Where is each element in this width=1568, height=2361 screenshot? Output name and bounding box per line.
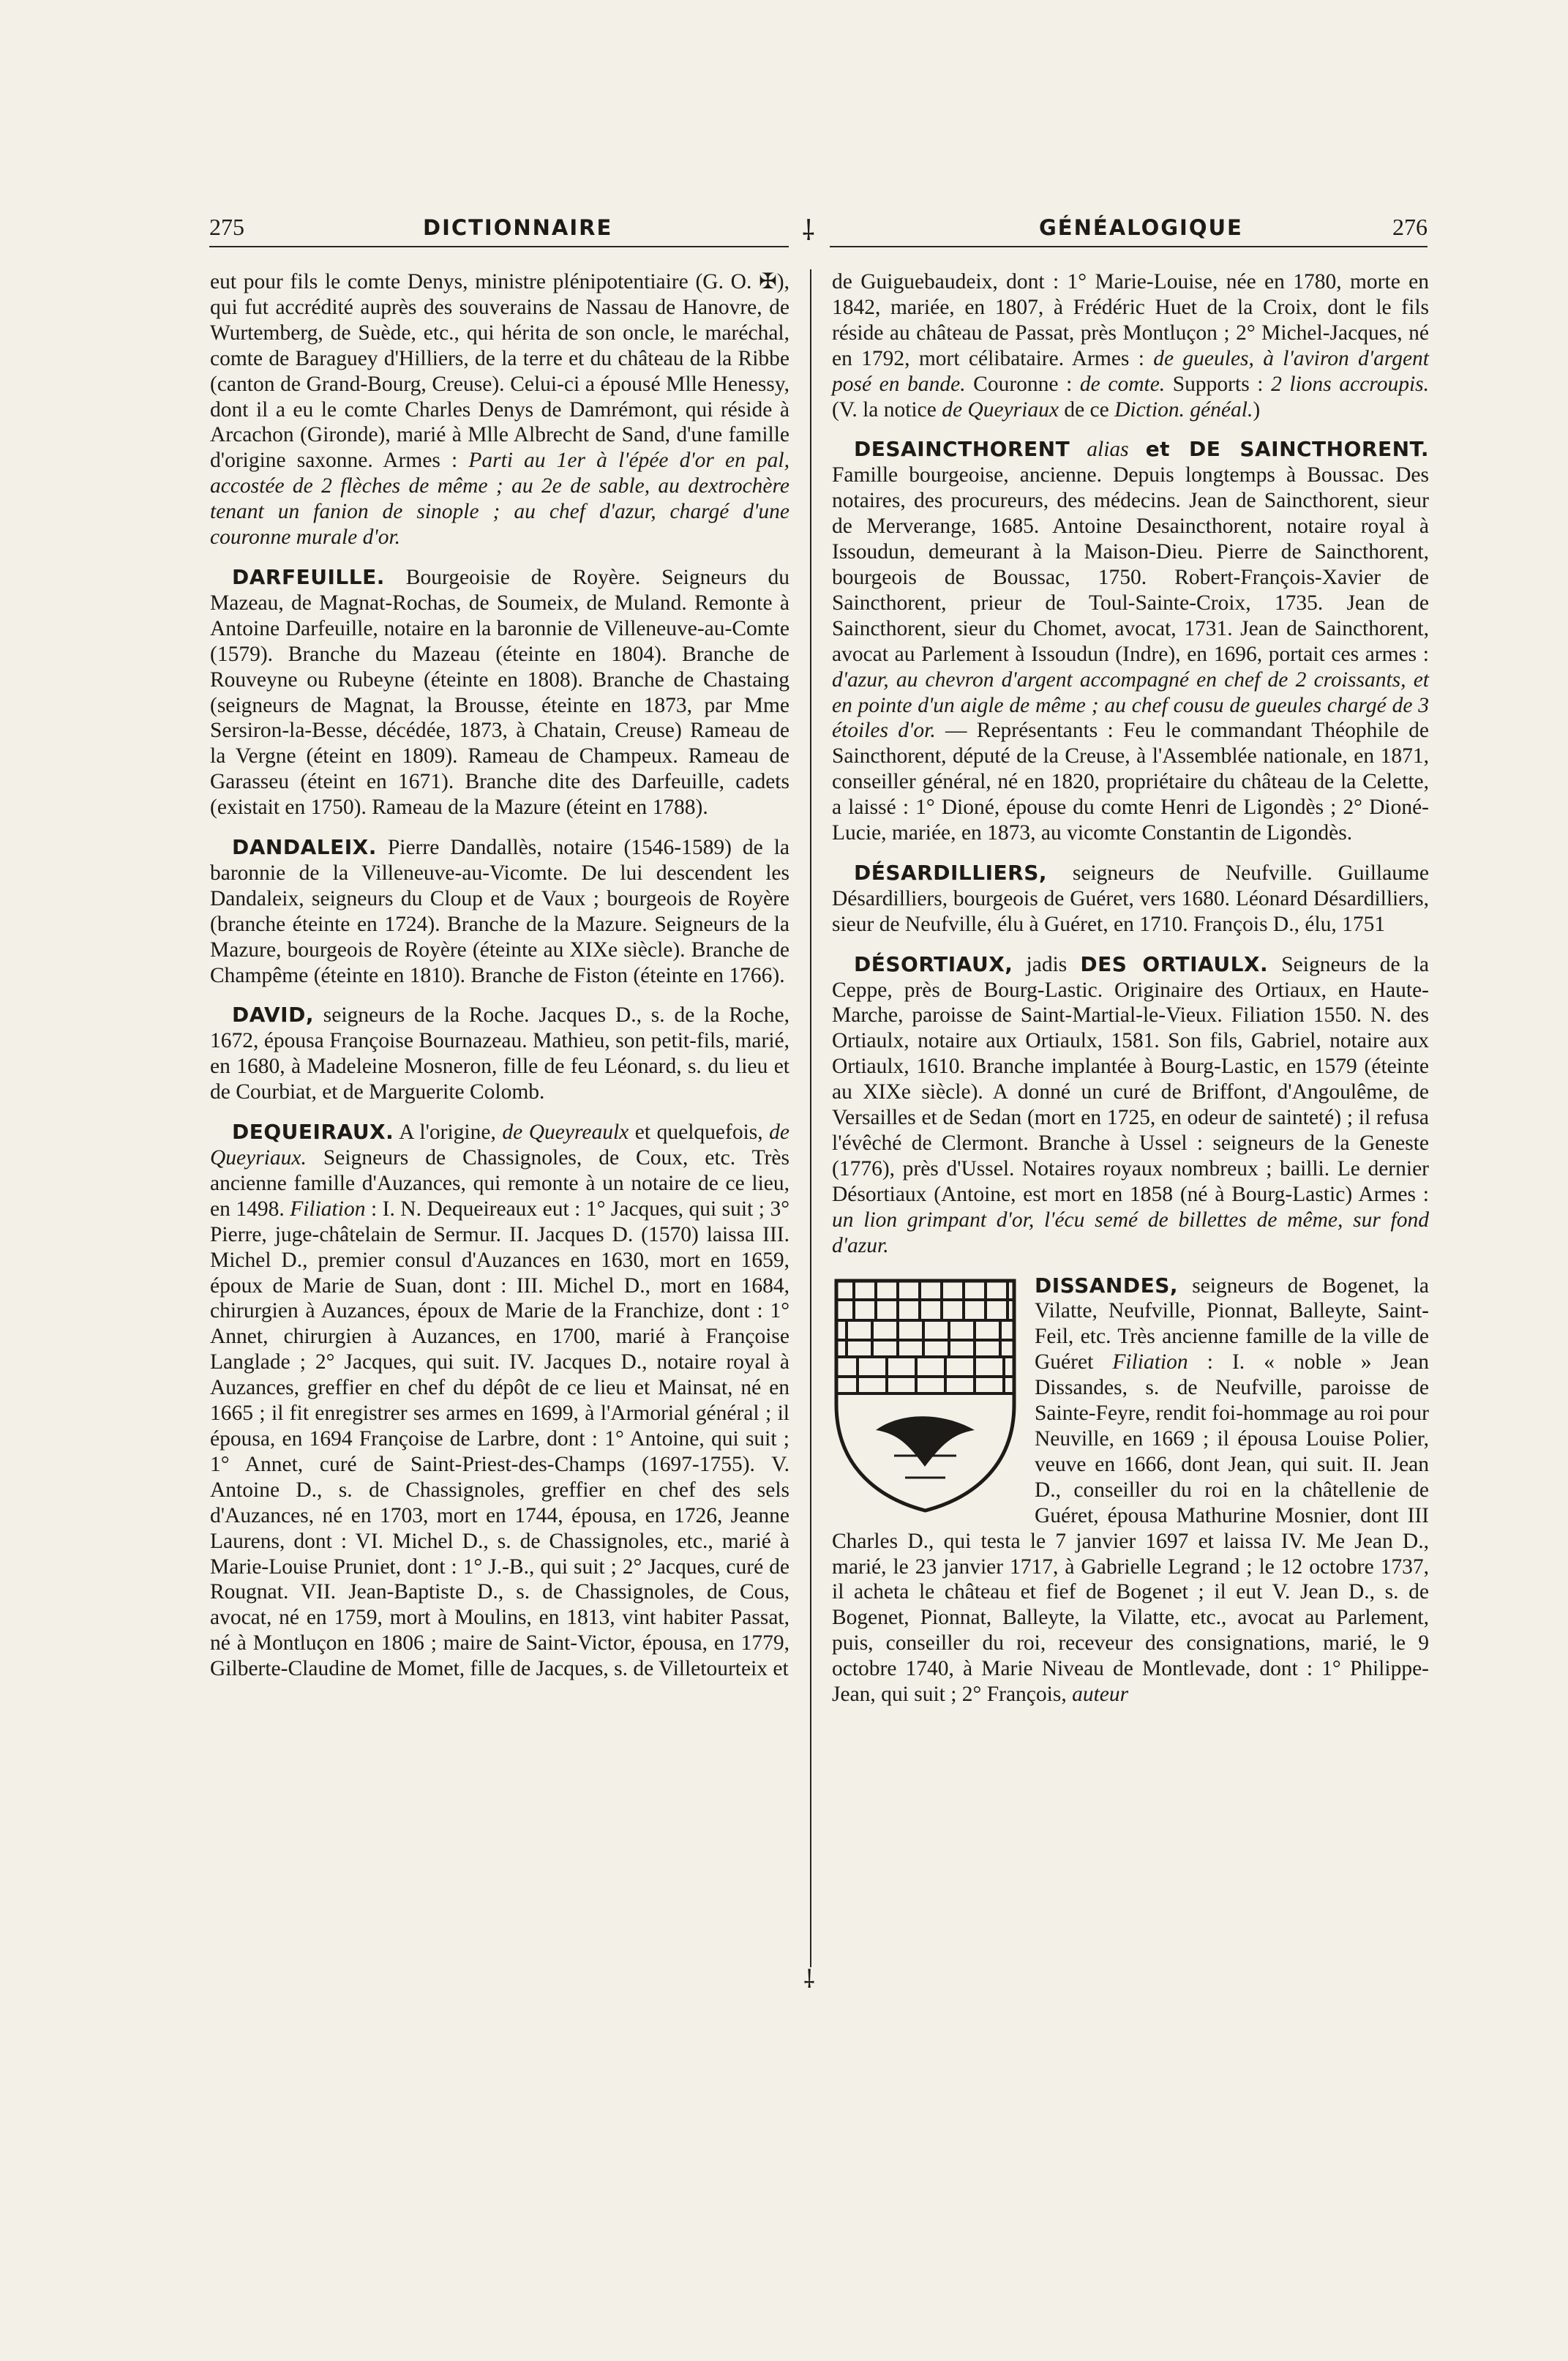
entry-headword: DAVID, [232, 1003, 314, 1028]
entry-headword: DÉSARDILLIERS, [854, 860, 1048, 885]
entry-arms: Parti au 1er à l'épée d'or en pal, accostée de 2 flèches de même ; au 2e de sable, au dextrochère tenant un fanion de sinople ; au chef d'azur, chargé d'une couronne murale d'or. [210, 449, 789, 550]
coat-of-arms-drawing [832, 1276, 1019, 1514]
entry-text: eut pour fils le comte Denys, ministre plénipotentiaire (G. O. ✠), qui fut accrédité auprès des souverains de Nassau de Hanovre, de Wurtemberg, de Suède, etc., qui hérita de son oncle, le maréchal, comte de Baraguey d'Hilliers, de la terre et du château de la Ribbe (canton de Grand-Bourg, Creuse). Celui-ci a épousé Mlle Henessy, dont il a eu le comte Charles Denys de Damrémont, qui réside à Arcachon (Gironde), marié à Mlle Albrecht de Sand, d'une famille d'origine saxonne. Armes : [210, 270, 789, 473]
right-column [832, 269, 1429, 1722]
entry-continuation [210, 269, 789, 550]
header-rule-right [830, 246, 1428, 247]
entry-arms: de gueules, à l'aviron d'argent posé en bande. [832, 346, 1430, 396]
entry-headword: DESAINCTHORENT [854, 437, 1070, 462]
page-number-left: 275 [209, 214, 244, 240]
entry-headword: DANDALEIX. [232, 835, 377, 860]
entry-headword: DISSANDES, [1035, 1273, 1179, 1298]
entry-continuation-right: de Guiguebaudeix, dont : 1° Marie-Louise, née en 1780, morte en 1842, mariée, en 1807, à Frédéric Huet de la Croix, dont le fils réside au château de Passat, près Montluçon ; 2° Michel-Jacques, né en 1792, mort célibataire. Armes : de gueules, à l'aviron d'argent posé en bande. Couronne : de comte. Supports : 2 lions accroupis. (V. la notice de Queyriaux de ce Diction. généal.) [832, 270, 1430, 422]
entry-arms: un lion grimpant d'or, l'écu semé de billettes de même, sur fond d'azur. [832, 1208, 1429, 1257]
entry-headword: DÉSORTIAUX, [854, 951, 1013, 976]
coat-of-arms-icon [832, 1276, 1019, 1514]
entry-text: Bourgeoisie de Royère. Seigneurs du Mazeau, de Magnat-Rochas, de Soumeix, de Muland. Remonte à Antoine Darfeuille, notaire en la baronnie de Villeneuve-au-Comte (1579). Branche du Mazeau (éteinte en 1804). Branche de Rouveyne ou Rubeyne (éteinte en 1808). Branche de Chastaing (seigneurs de Magnat, la Brousse, éteinte en 1873, par Mme Sersiron-la-Besse, décédée, 1873, à Chatain, Creuse) Rameau de la Vergne (éteint en 1809). Rameau de Champeux. Rameau de Garasseu (éteint en 1671). Branche dite des Darfeuille, cadets (existait en 1750). Rameau de la Mazure (éteint en 1788). [210, 565, 789, 820]
entry-dissandes: DISSANDES, seigneurs de Bogenet, la Vilatte, Neufville, Pionnat, Balleyte, Saint-Feil, etc. Très ancienne famille de la ville de Guéret Filiation : I. « noble » Jean Dissandes, s. de Neufville, paroisse de Sainte-Feyre, rendit foi-hommage au roi pour Neuville, en 1669 ; il épousa Louise Polier, veuve en 1666, dont Jean, qui suit. II. Jean D., conseiller du roi en la châtellenie de Guéret, épousa Mathurine Mosnier, dont III Charles D., qui testa le 7 janvier 1697 et laissa IV. Me Jean D., marié, le 23 janvier 1717, à Gabrielle Legrand ; le 12 octobre 1737, il acheta le château et fief de Bogenet ; il eut V. Jean D., s. de Bogenet, Pionnat, Balleyte, la Vilatte, etc., avocat au Parlement, puis, conseiller du roi, receveur des consignations, marié, le 9 octobre 1740, à Marie Niveau de Montlevade, dont : 1° Philippe-Jean, qui suit ; 2° François, auteur [832, 1273, 1429, 1707]
running-title-left: DICTIONNAIRE [423, 215, 613, 240]
entry-headword: DEQUEIRAUX. [232, 1120, 394, 1145]
entry-desaincthorent: DESAINCTHORENT alias et DE SAINCTHORENT. Famille bourgeoise, ancienne. Depuis longtemps à Boussac. Des notaires, des procureurs, des médecins. Jean de Saincthorent, sieur de Merverange, 1685. Antoine Desaincthorent, notaire royal à Issoudun, demeurant à la Maison-Dieu. Pierre de Saincthorent, bourgeois de Boussac, 1750. Robert-François-Xavier de Saincthorent, prieur de Toul-Sainte-Croix, 1735. Jean de Saincthorent, sieur du Chomet, avocat, 1731. Jean de Saincthorent, avocat au Parlement à Issoudun (Indre), en 1696, portait ces armes : d'azur, au chevron d'argent accompagné en chef de 2 croissants, et en pointe d'un aigle de même ; au chef cousu de gueules chargé de 3 étoiles d'or. — Représentants : Feu le commandant Théophile de Saincthorent, député de la Creuse, à l'Assemblée nationale, en 1871, conseiller général, né en 1820, propriétaire du château de la Celette, a laissé : 1° Dioné, épouse du comte Henri de Ligondès ; 2° Dioné-Lucie, mariée, en 1873, au vicomte Constantin de Ligondès. [832, 437, 1429, 845]
entry-arms: d'azur, au chevron d'argent accompagné en chef de 2 croissants, et en pointe d'un aigle de même ; au chef cousu de gueules chargé de 3 étoiles d'or. [832, 667, 1429, 743]
running-title-right: GÉNÉALOGIQUE [1039, 215, 1243, 240]
entry-desardilliers: DÉSARDILLIERS, seigneurs de Neufville. Guillaume Désardilliers, bourgeois de Guéret, vers 1680. Léonard Désardilliers, sieur de Neufville, élu à Guéret, en 1710. François D., élu, 1751 [832, 860, 1429, 936]
entry-text: Pierre Dandallès, notaire (1546-1589) de la baronnie de la Villeneuve-au-Vicomte. De lui descendent les Dandaleix, seigneurs du Cloup et de Vaux ; bourgeois de Royère (branche éteinte en 1724). Branche de la Mazure. Seigneurs de la Mazure, bourgeois de Royère (éteinte au XIXe siècle). Branche de Champême (éteinte en 1810). Branche de Fiston (éteinte en 1766). [210, 836, 789, 987]
entry-desortiaux: DÉSORTIAUX, jadis DES ORTIAULX. Seigneurs de la Ceppe, près de Bourg-Lastic. Originaire des Ortiaux, en Haute-Marche, paroisse de Saint-Martial-le-Vieux. Filiation 1550. N. des Ortiaulx, notaire aux Ortiaulx, 1581. Son fils, Gabriel, notaire aux Ortiaulx, 1610. Branche implantée à Bourg-Lastic, en 1579 (éteinte au XIXe siècle). A donné un curé de Briffont, d'Angoulême, de Versailles et de Sedan (mort en 1725, en odeur de sainteté) ; il refusa l'évêché de Clermont. Branche à Ussel : seigneurs de la Geneste (1776), près d'Ussel. Notaires royaux nombreux ; bailli. Le dernier Désortiaux (Antoine, est mort en 1858 (né à Bourg-Lastic) Armes : un lion grimpant d'or, l'écu semé de billettes de même, sur fond d'azur. [832, 951, 1429, 1257]
entry-headword: DARFEUILLE. [232, 564, 385, 589]
entry-text: seigneurs de la Roche. Jacques D., s. de la Roche, 1672, épousa Françoise Bournazeau. Mathieu, son petit-fils, marié, en 1680, à Madeleine Mosneron, fille de feu Léonard, s. du lieu et de Courbiat, et de Marguerite Colomb. [210, 1003, 789, 1104]
entry-darfeuille [210, 565, 789, 820]
column-divider [810, 269, 811, 1967]
header-ornament: ⸸ [802, 216, 815, 247]
page-header [209, 212, 1428, 247]
entry-david [210, 1003, 789, 1105]
entry-dequeiraux: DEQUEIRAUX. A l'origine, de Queyreaulx et quelquefois, de Queyriaux. Seigneurs de Chassignoles, de Coux, etc. Très ancienne famille d'Auzances, qui remonte à un notaire de ce lieu, en 1498. Filiation : I. N. Dequeireaux eut : 1° Jacques, qui suit ; 3° Pierre, juge-châtelain de Sermur. II. Jacques D. (1570) laissa III. Michel D., premier consul d'Auzances en 1630, mort en 1659, époux de Marie de Suan, dont : III. Michel D., mort en 1684, chirurgien à Auzances, époux de Marie de la Franchize, dont : 1° Annet, chirurgien à Auzances, en 1700, marié à Françoise Langlade ; 2° Jacques, qui suit. IV. Jacques D., notaire royal à Auzances, greffier en chef du dépôt de ce lieu et Mainsat, né en 1665 ; il fit enregistrer ses armes en 1699, à l'Armorial général ; il épousa, en 1694 Françoise de Larbre, dont : 1° Antoine, qui suit ; 1° Annet, curé de Saint-Priest-des-Champs (1697-1755). V. Antoine D., s. de Chassignoles, greffier en chef des sels d'Auzances, né en 1703, mort en 1744, épousa, en 1726, Jeanne Laurens, dont : VI. Michel D., s. de Chassignoles, etc., marié à Marie-Louise Pruniet, dont : 1° J.-B., qui suit ; 2° Jacques, curé de Rougnat. VII. Jean-Baptiste D., s. de Chassignoles, de Cous, avocat, né en 1759, mort à Moulins, en 1813, vint habiter Passat, né à Montluçon en 1806 ; maire de Saint-Victor, épousa, en 1779, Gilberte-Claudine de Momet, fille de Jacques, s. de Villetourteix et [210, 1120, 790, 1681]
header-rule-left [209, 246, 789, 247]
entry-dandaleix [210, 835, 789, 988]
left-column [210, 269, 789, 1696]
bottom-ornament: ⸸ [803, 1967, 815, 1994]
page-number-right: 276 [1392, 214, 1428, 240]
entry-dissandes-block [832, 1273, 1429, 1722]
